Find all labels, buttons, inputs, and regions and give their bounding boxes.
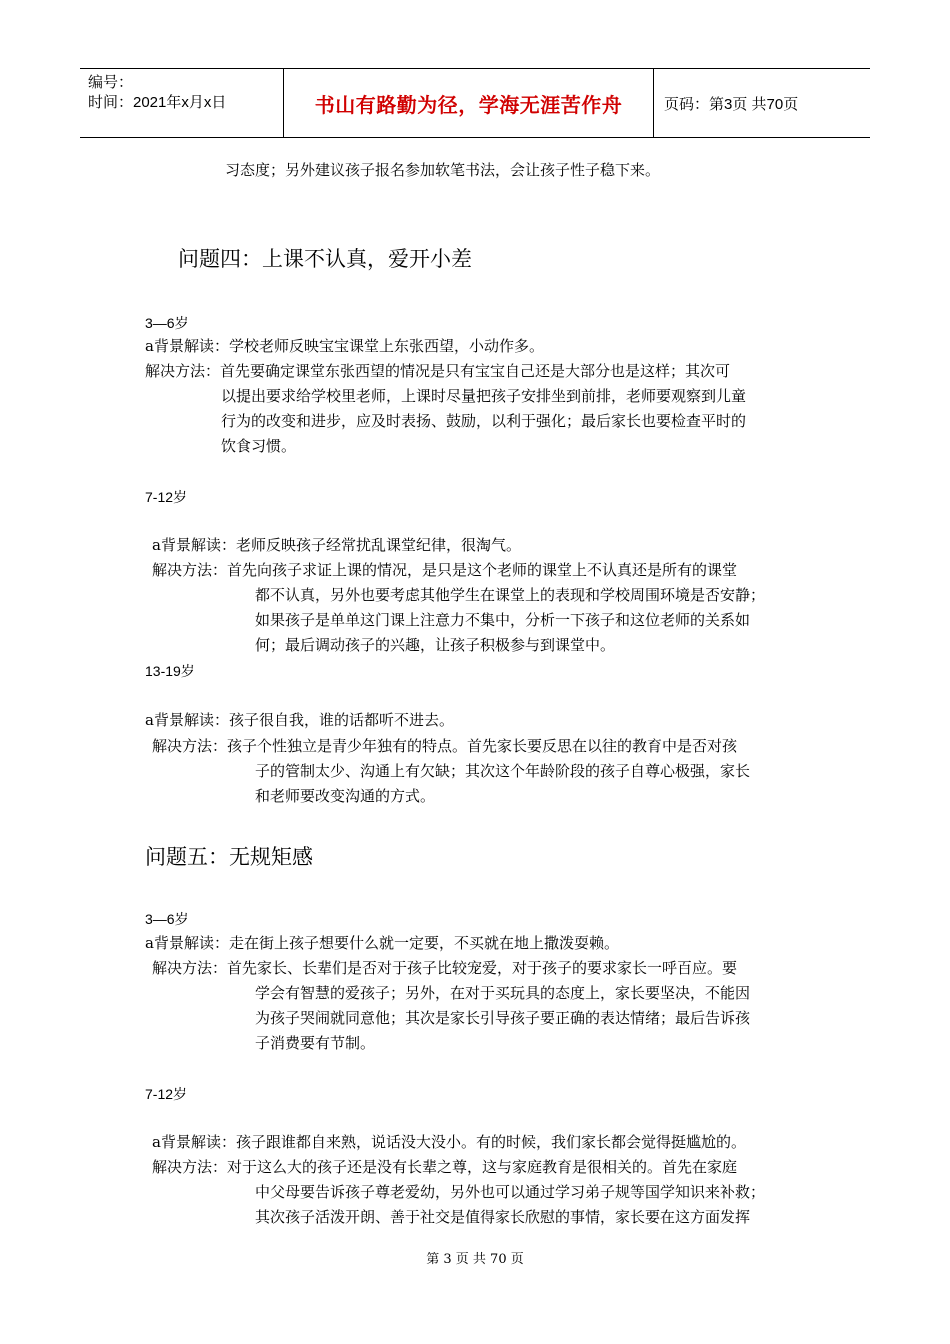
header-motto: 书山有路勤为径，学海无涯苦作舟: [314, 92, 623, 117]
page-header: [80, 68, 870, 138]
header-meta-cell: [80, 69, 284, 137]
solution-line: 都不认真，另外也要考虑其他学生在课堂上的表现和学校周围环境是否安静；: [255, 586, 766, 604]
solution-line: 子消费要有节制。: [255, 1034, 376, 1052]
solution-line: 解决方法：对于这么大的孩子还是没有长辈之尊，这与家庭教育是很相关的。首先在家庭: [152, 1158, 738, 1176]
solution-line: 为孩子哭闹就同意他；其次是家长引导孩子要正确的表达情绪；最后告诉孩: [255, 1009, 751, 1027]
background-text: a背景解读：学校老师反映宝宝课堂上东张西望，小动作多。: [145, 337, 544, 355]
page-footer: 第 3 页 共 70 页: [426, 1252, 524, 1267]
solution-line: 学会有智慧的爱孩子；另外，在对于买玩具的态度上，家长要坚决，不能因: [255, 984, 751, 1002]
solution-line: 其次孩子活泼开朗、善于社交是值得家长欣慰的事情，家长要在这方面发挥: [255, 1208, 751, 1226]
solution-line: 解决方法：首先向孩子求证上课的情况，是只是这个老师的课堂上不认真还是所有的课堂: [152, 561, 738, 579]
continuation-line: 习态度；另外建议孩子报名参加软笔书法，会让孩子性子稳下来。: [225, 161, 661, 179]
document-number-label: 编号：: [88, 74, 134, 91]
solution-line: 子的管制太少、沟通上有欠缺；其次这个年龄阶段的孩子自尊心极强，家长: [255, 762, 751, 780]
solution-line: 行为的改变和进步，应及时表扬、鼓励，以利于强化；最后家长也要检查平时的: [221, 412, 747, 430]
solution-line: 以提出要求给学校里老师，上课时尽量把孩子安排坐到前排，老师要观察到儿童: [221, 387, 747, 405]
document-date: 时间：2021年x月x日: [88, 94, 227, 111]
age-group-label: 3—6岁: [145, 315, 189, 331]
solution-line: 中父母要告诉孩子尊老爱幼，另外也可以通过学习弟子规等国学知识来补救；: [255, 1183, 766, 1201]
background-text: a背景解读：老师反映孩子经常扰乱课堂纪律，很淘气。: [152, 536, 521, 554]
solution-line: 解决方法：首先家长、长辈们是否对于孩子比较宠爱，对于孩子的要求家长一呼百应。要: [152, 959, 738, 977]
age-group-label: 13-19岁: [145, 663, 195, 679]
age-group-label: 7-12岁: [145, 489, 188, 505]
header-page-info: 页码：第3页 共70页: [664, 95, 799, 113]
header-motto-cell: [284, 69, 654, 137]
section-title-q4: 问题四：上课不认真，爱开小差: [178, 247, 472, 271]
solution-line: 解决方法：孩子个性独立是青少年独有的特点。首先家长要反思在以往的教育中是否对孩: [152, 737, 738, 755]
solution-line: 何；最后调动孩子的兴趣，让孩子积极参与到课堂中。: [255, 636, 616, 654]
age-group-label: 3—6岁: [145, 911, 189, 927]
solution-line: 饮食习惯。: [221, 437, 297, 455]
background-text: a背景解读：孩子很自我，谁的话都听不进去。: [145, 711, 454, 729]
header-page-cell: [654, 69, 870, 137]
solution-line: 和老师要改变沟通的方式。: [255, 787, 436, 805]
background-text: a背景解读：走在街上孩子想要什么就一定要，不买就在地上撒泼耍赖。: [145, 934, 619, 952]
solution-line: 如果孩子是单单这门课上注意力不集中，分析一下孩子和这位老师的关系如: [255, 611, 751, 629]
age-group-label: 7-12岁: [145, 1086, 188, 1102]
section-title-q5: 问题五：无规矩感: [145, 845, 313, 869]
background-text: a背景解读：孩子跟谁都自来熟，说话没大没小。有的时候，我们家长都会觉得挺尴尬的。: [152, 1133, 746, 1151]
solution-line: 解决方法：首先要确定课堂东张西望的情况是只有宝宝自己还是大部分也是这样；其次可: [145, 362, 731, 380]
